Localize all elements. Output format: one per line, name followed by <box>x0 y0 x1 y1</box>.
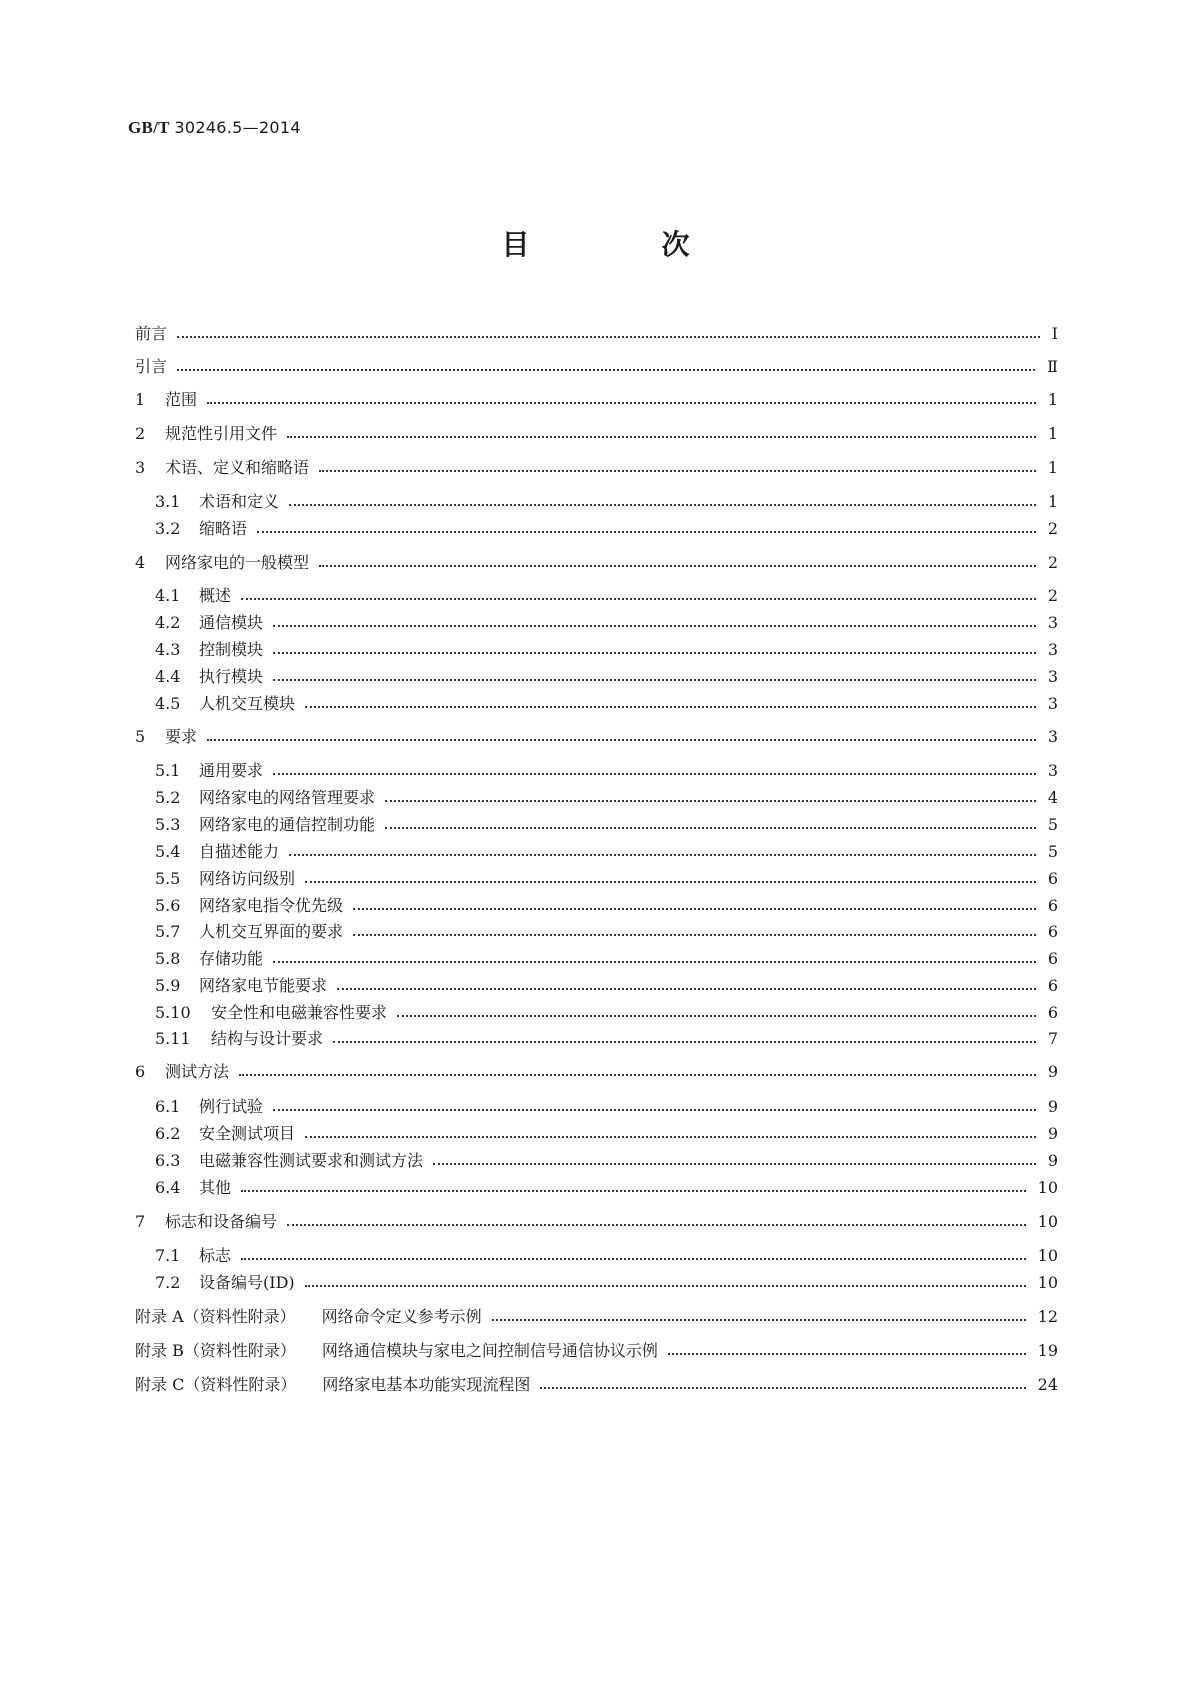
dot-leader <box>273 773 1036 775</box>
toc-entry-page: 1 <box>1047 424 1058 443</box>
dot-leader <box>305 881 1036 883</box>
toc-entry-number: 5.10 <box>155 1003 191 1022</box>
toc-entry-number: 4.5 <box>155 694 181 713</box>
toc-entry-label: 要求 <box>165 727 198 746</box>
toc-entry-number: 5.5 <box>155 869 181 888</box>
document-code-number: 30246.5—2014 <box>174 118 301 137</box>
toc-entry[interactable] <box>155 636 1058 660</box>
dot-leader <box>319 470 1036 472</box>
dot-leader <box>289 854 1036 856</box>
toc-entry-page: 10 <box>1037 1178 1058 1197</box>
toc-entry-page: 1 <box>1047 492 1058 511</box>
toc-entry[interactable] <box>135 1208 1058 1232</box>
toc-entry[interactable] <box>155 1093 1058 1117</box>
toc-entry-number: 6 <box>135 1062 146 1081</box>
toc-entry-number: 6.4 <box>155 1178 181 1197</box>
toc-entry[interactable] <box>155 972 1058 996</box>
toc-entry-label: 人机交互模块 <box>199 694 296 713</box>
toc-entry-number: 附录 A（资料性附录） <box>135 1307 296 1326</box>
toc-entry-number: 5.4 <box>155 842 181 861</box>
toc-entry-page: 12 <box>1037 1307 1058 1326</box>
toc-entry-page: 4 <box>1047 788 1058 807</box>
toc-entry-number: 3 <box>135 458 146 477</box>
toc-entry-label: 网络访问级别 <box>199 869 296 888</box>
toc-entry[interactable] <box>135 1058 1058 1082</box>
toc-entry[interactable] <box>155 1120 1058 1144</box>
toc-entry-number: 5.9 <box>155 976 181 995</box>
toc-entry-page: 10 <box>1037 1246 1058 1265</box>
toc-entry-page: 10 <box>1037 1273 1058 1292</box>
toc-entry[interactable] <box>155 1025 1058 1049</box>
toc-entry[interactable] <box>155 757 1058 781</box>
dot-leader <box>337 988 1036 990</box>
toc-entry-page: 9 <box>1047 1062 1058 1081</box>
dot-leader <box>385 800 1036 802</box>
toc-entry-label: 前言 <box>135 324 168 343</box>
toc-entry-label: 其他 <box>199 1178 232 1197</box>
toc-entry[interactable] <box>155 865 1058 889</box>
toc-entry-number: 附录 B（资料性附录） <box>135 1341 296 1360</box>
toc-entry-label: 网络家电的网络管理要求 <box>199 788 376 807</box>
toc-entry-label: 自描述能力 <box>199 842 280 861</box>
toc-entry-number: 5.2 <box>155 788 181 807</box>
toc-entry-label: 测试方法 <box>165 1062 230 1081</box>
toc-entry-number: 5.11 <box>155 1029 191 1048</box>
toc-entry-number: 6.1 <box>155 1097 181 1116</box>
toc-entry-page: 2 <box>1047 519 1058 538</box>
toc-entry[interactable] <box>155 1269 1058 1293</box>
toc-entry-page: 5 <box>1047 842 1058 861</box>
toc-entry-number: 附录 C（资料性附录） <box>135 1375 297 1394</box>
toc-entry-page: Ⅱ <box>1047 357 1058 376</box>
document-code-prefix: GB/T <box>128 118 170 137</box>
toc-entry[interactable] <box>155 690 1058 714</box>
toc-entry-label: 执行模块 <box>199 667 264 686</box>
dot-leader <box>305 1285 1026 1287</box>
toc-entry-label: 范围 <box>165 390 198 409</box>
toc-entry-label: 缩略语 <box>199 519 248 538</box>
toc-entry-label: 电磁兼容性测试要求和测试方法 <box>199 1151 424 1170</box>
toc-entry-label: 通信模块 <box>199 613 264 632</box>
toc-entry-label: 网络家电指令优先级 <box>199 896 344 915</box>
dot-leader <box>319 565 1036 567</box>
toc-entry-number: 5 <box>135 727 146 746</box>
toc-entry-label: 网络家电节能要求 <box>199 976 328 995</box>
toc-entry-label: 安全测试项目 <box>199 1124 296 1143</box>
toc-entry-number: 6.2 <box>155 1124 181 1143</box>
dot-leader <box>207 739 1036 741</box>
toc-entry-page: 6 <box>1047 896 1058 915</box>
toc-entry-number: 4.1 <box>155 586 181 605</box>
toc-entry-number: 5.3 <box>155 815 181 834</box>
toc-entry[interactable] <box>155 488 1058 512</box>
toc-entry-page: 5 <box>1047 815 1058 834</box>
toc-entry-number: 6.3 <box>155 1151 181 1170</box>
dot-leader <box>241 598 1036 600</box>
dot-leader <box>333 1041 1036 1043</box>
dot-leader <box>289 504 1036 506</box>
toc-entry[interactable] <box>135 454 1058 478</box>
toc-entry-page: 3 <box>1047 667 1058 686</box>
toc-entry-label: 例行试验 <box>199 1097 264 1116</box>
dot-leader <box>239 1074 1036 1076</box>
toc-entry[interactable] <box>155 1147 1058 1171</box>
dot-leader <box>273 652 1036 654</box>
toc-entry-page: 1 <box>1047 458 1058 477</box>
dot-leader <box>287 1224 1026 1226</box>
toc-entry-label: 结构与设计要求 <box>211 1029 324 1048</box>
toc-entry-number: 1 <box>135 390 146 409</box>
toc-entry-page: 24 <box>1037 1375 1058 1394</box>
dot-leader <box>273 961 1036 963</box>
toc-entry[interactable] <box>155 1174 1058 1198</box>
toc-entry-page: Ⅰ <box>1051 324 1058 343</box>
dot-leader <box>177 336 1040 338</box>
dot-leader <box>241 1258 1026 1260</box>
toc-entry-page: 9 <box>1047 1124 1058 1143</box>
toc-entry-label: 规范性引用文件 <box>165 424 278 443</box>
toc-entry[interactable] <box>155 838 1058 862</box>
toc-entry-page: 6 <box>1047 949 1058 968</box>
toc-entry-number: 3.1 <box>155 492 181 511</box>
dot-leader <box>397 1015 1036 1017</box>
toc-entry-label: 概述 <box>199 586 232 605</box>
toc-entry-label: 引言 <box>135 357 168 376</box>
toc-entry-label: 术语、定义和缩略语 <box>165 458 310 477</box>
toc-entry-label: 标志 <box>199 1246 232 1265</box>
toc-entry-number: 7.1 <box>155 1246 181 1265</box>
dot-leader <box>353 908 1036 910</box>
toc-entry-page: 6 <box>1047 869 1058 888</box>
toc-entry-number: 5.1 <box>155 761 181 780</box>
toc-entry-label: 安全性和电磁兼容性要求 <box>211 1003 388 1022</box>
toc-entry[interactable] <box>135 320 1058 344</box>
toc-entry-number: 4.3 <box>155 640 181 659</box>
toc-entry[interactable] <box>155 784 1058 808</box>
toc-entry-page: 3 <box>1047 761 1058 780</box>
toc-entry-page: 7 <box>1047 1029 1058 1048</box>
toc-entry-page: 19 <box>1037 1341 1058 1360</box>
dot-leader <box>353 934 1036 936</box>
toc-entry[interactable] <box>155 609 1058 633</box>
dot-leader <box>273 625 1036 627</box>
dot-leader <box>433 1163 1036 1165</box>
toc-entry-page: 10 <box>1037 1212 1058 1231</box>
dot-leader <box>257 531 1036 533</box>
toc-title: 目 次 <box>501 228 742 261</box>
toc-entry-label: 网络通信模块与家电之间控制信号通信协议示例 <box>321 1341 658 1360</box>
toc-entry-page: 6 <box>1047 1003 1058 1022</box>
dot-leader <box>177 369 1035 371</box>
toc-entry-number: 5.7 <box>155 922 181 941</box>
toc-entry[interactable] <box>135 386 1058 410</box>
toc-entry[interactable] <box>135 723 1058 747</box>
dot-leader <box>273 1109 1036 1111</box>
dot-leader <box>273 679 1036 681</box>
toc-entry[interactable] <box>155 582 1058 606</box>
dot-leader <box>492 1319 1026 1321</box>
document-code <box>128 118 301 138</box>
toc-entry-label: 设备编号(ID) <box>199 1273 295 1292</box>
toc-entry[interactable] <box>155 918 1058 942</box>
toc-entry-page: 3 <box>1047 613 1058 632</box>
dot-leader <box>540 1387 1025 1389</box>
toc-entry-page: 9 <box>1047 1151 1058 1170</box>
dot-leader <box>305 706 1036 708</box>
toc-entry[interactable] <box>135 353 1058 377</box>
toc-entry-label: 网络家电的一般模型 <box>165 553 310 572</box>
toc-entry-number: 4.2 <box>155 613 181 632</box>
toc-entry[interactable] <box>135 420 1058 444</box>
toc-entry[interactable] <box>155 663 1058 687</box>
toc-entry-number: 5.6 <box>155 896 181 915</box>
toc-entry-label: 通用要求 <box>199 761 264 780</box>
dot-leader <box>287 436 1036 438</box>
toc-entry-label: 控制模块 <box>199 640 264 659</box>
toc-entry-number: 3.2 <box>155 519 181 538</box>
toc-entry-label: 人机交互界面的要求 <box>199 922 344 941</box>
toc-entry-number: 2 <box>135 424 146 443</box>
toc-entry[interactable] <box>135 549 1058 573</box>
toc-entry[interactable] <box>155 811 1058 835</box>
toc-entry-number: 4 <box>135 553 146 572</box>
toc-entry-page: 6 <box>1047 976 1058 995</box>
toc-entry-label: 网络家电基本功能实现流程图 <box>322 1375 531 1394</box>
dot-leader <box>305 1136 1036 1138</box>
toc-entry-number: 7 <box>135 1212 146 1231</box>
toc-entry-page: 3 <box>1047 727 1058 746</box>
toc-entry-page: 2 <box>1047 553 1058 572</box>
dot-leader <box>207 402 1036 404</box>
toc-entry-label: 标志和设备编号 <box>165 1212 278 1231</box>
toc-entry[interactable] <box>135 1337 1058 1361</box>
toc-entry[interactable] <box>155 892 1058 916</box>
toc-entry[interactable] <box>155 945 1058 969</box>
toc-entry[interactable] <box>135 1371 1058 1395</box>
dot-leader <box>385 827 1036 829</box>
dot-leader <box>241 1190 1026 1192</box>
toc-entry-number: 7.2 <box>155 1273 181 1292</box>
toc-entry-page: 3 <box>1047 694 1058 713</box>
toc-entry[interactable] <box>135 1303 1058 1327</box>
toc-entry-label: 术语和定义 <box>199 492 280 511</box>
dot-leader <box>668 1353 1026 1355</box>
toc-entry[interactable] <box>155 515 1058 539</box>
toc-entry[interactable] <box>155 999 1058 1023</box>
toc-entry-page: 3 <box>1047 640 1058 659</box>
toc-entry-label: 网络命令定义参考示例 <box>321 1307 482 1326</box>
toc-entry-number: 5.8 <box>155 949 181 968</box>
toc-entry-label: 存储功能 <box>199 949 264 968</box>
toc-entry-page: 6 <box>1047 922 1058 941</box>
toc-entry-number: 4.4 <box>155 667 181 686</box>
toc-entry-label: 网络家电的通信控制功能 <box>199 815 376 834</box>
toc-entry[interactable] <box>155 1242 1058 1266</box>
toc-entry-page: 1 <box>1047 390 1058 409</box>
toc-entry-page: 2 <box>1047 586 1058 605</box>
toc-entry-page: 9 <box>1047 1097 1058 1116</box>
